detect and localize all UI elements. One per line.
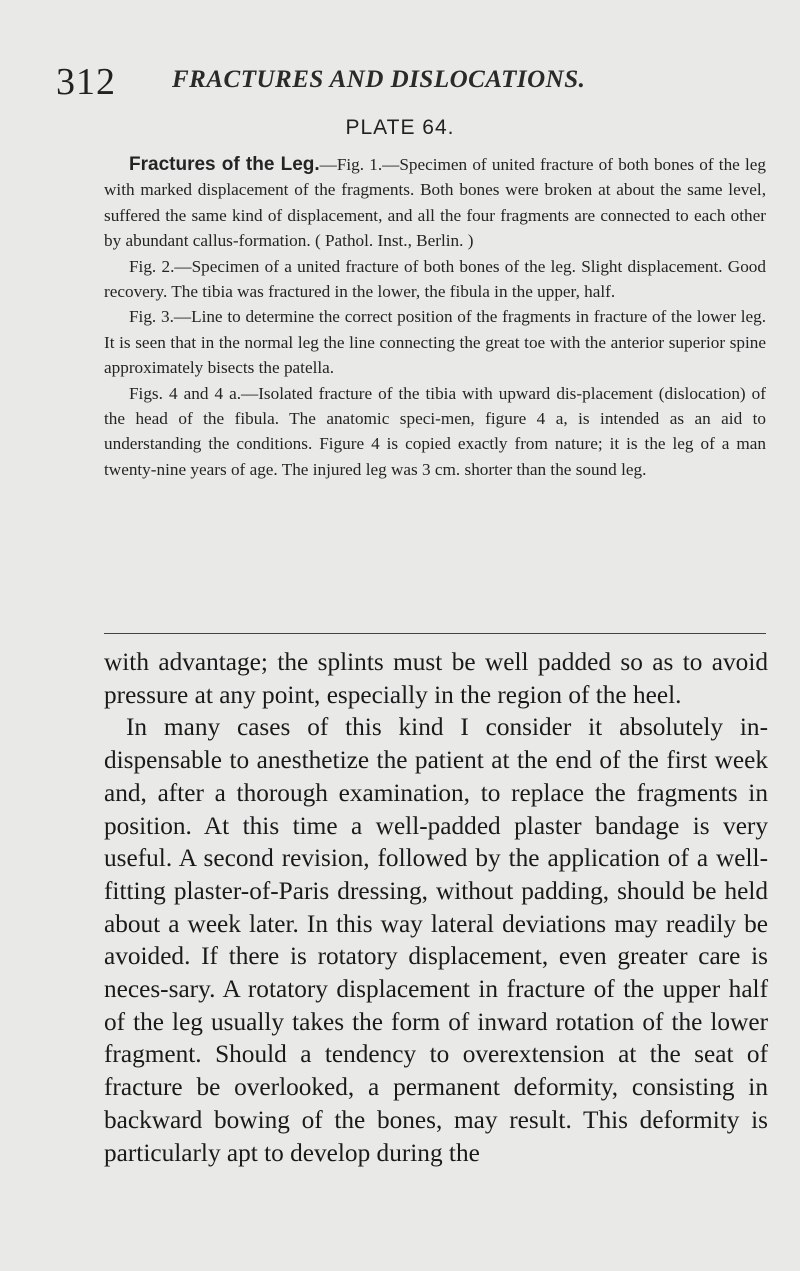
plate-heading [0, 116, 800, 140]
body-text [104, 646, 768, 1169]
caption-fig4: Figs. 4 and 4 a.—Isolated fracture of the tibia with upward dis-placement (dislocation) of the head of the fibula. The anatomic speci-men, figure 4 a, is intended as an aid to understanding the conditions. Figure 4 is copied exactly from nature; it is the leg of a man twenty-nine years of age. The injured leg was 3 cm. shorter than the sound leg. [104, 383, 766, 479]
caption-fig1-text: —Fig. 1.—Specimen of united fracture of both bones of the leg with marked displacement of the fragments. Both bones were broken at about the same level, suffered the same kind of displacement, and all the four fragments are connected to each other by abundant callus-formation. ( Pathol. Inst., Berlin. ) [104, 155, 766, 251]
plate-title: PLATE 64. [345, 116, 455, 139]
plate-caption [104, 152, 766, 482]
divider-rule [104, 633, 766, 634]
running-head: FRACTURES AND DISLOCATIONS. [172, 66, 586, 93]
page-header [0, 60, 800, 103]
caption-lead: Fractures of the Leg. [129, 154, 320, 175]
body-paragraph-2: In many cases of this kind I consider it absolutely in-dispensable to anesthetize the patient at the end of the first week and, after a thorough examination, to replace the fragments in position. At this time a well-padded plaster bandage is very useful. A second revision, followed by the application of a well-fitting plaster-of-Paris dressing, without padding, should be held about a week later. In this way lateral deviations may readily be avoided. If there is rotatory displacement, even greater care is neces-sary. A rotatory displacement in fracture of the upper half of the leg usually takes the form of inward rotation of the lower fragment. Should a tendency to overextension at the seat of fracture be overlooked, a permanent deformity, consisting in backward bowing of the bones, may result. This deformity is particularly apt to develop during the [104, 713, 768, 1167]
body-paragraph-1: with advantage; the splints must be well padded so as to avoid pressure at any point, especially in the region of the heel. [104, 648, 768, 709]
page-number: 312 [56, 61, 116, 103]
caption-fig1 [104, 152, 766, 254]
caption-fig2: Fig. 2.—Specimen of a united fracture of both bones of the leg. Slight displacement. Good recovery. The tibia was fractured in the lower, the fibula in the upper, half. [104, 256, 766, 302]
caption-fig3: Fig. 3.—Line to determine the correct position of the fragments in fracture of the lower leg. It is seen that in the normal leg the line connecting the great toe with the anterior superior spine approximately bisects the patella. [104, 307, 766, 378]
